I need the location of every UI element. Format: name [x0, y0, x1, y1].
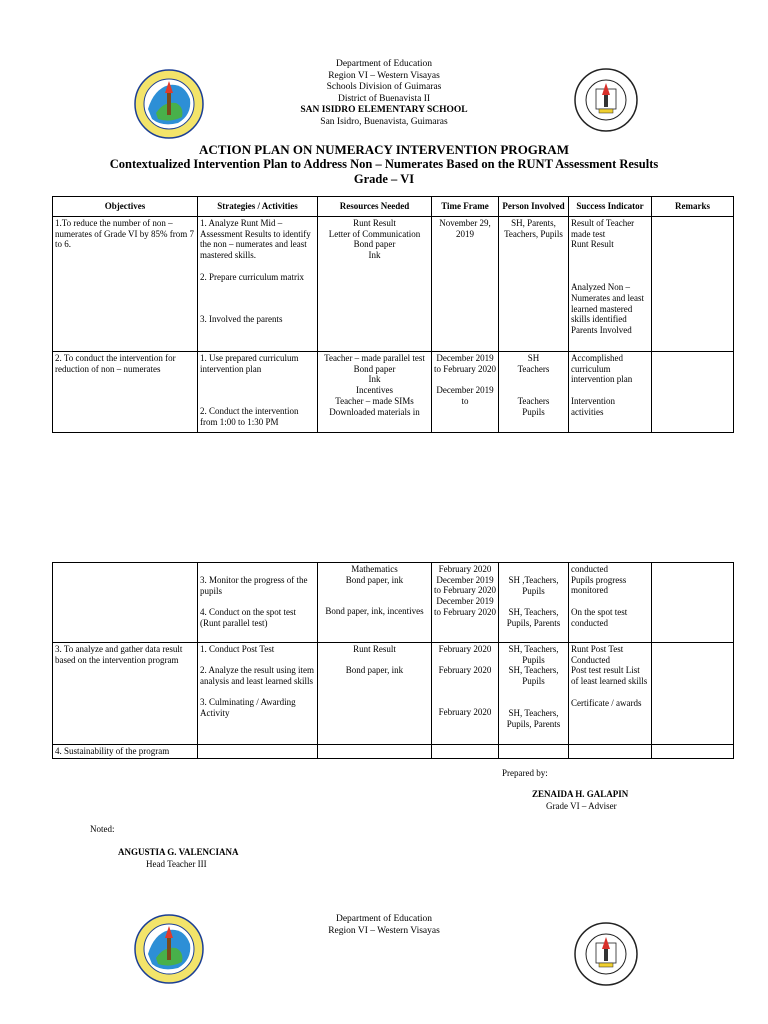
table-row [53, 745, 734, 759]
header-district: District of Buenavista II [337, 93, 431, 104]
action-plan-table-1 [52, 196, 734, 433]
indicator-cell: Runt Post Test Conducted Post test result List of least learned skills Certificate / awards [569, 643, 652, 745]
time-frame-cell: February 2020 December 2019 to February 2020 December 2019 to February 2020 [432, 563, 499, 643]
deped-seal-logo [134, 69, 204, 139]
remarks-cell [652, 217, 734, 352]
objective-cell: 2. To conduct the intervention for reduction of non – numerates [53, 352, 198, 433]
footer-region: Region VI – Western Visayas [328, 925, 440, 936]
header-region: Region VI – Western Visayas [328, 70, 440, 81]
strategy-cell: 3. Monitor the progress of the pupils 4. Conduct on the spot test (Runt parallel test) [198, 563, 318, 643]
table-row [53, 217, 734, 352]
indicator-cell: Accomplished curriculum intervention plan Intervention activities [569, 352, 652, 433]
col-time-frame: Time Frame [432, 197, 499, 217]
doc-grade: Grade – VI [353, 172, 415, 186]
person-cell: SH ,Teachers, Pupils SH, Teachers, Pupils, Parents [499, 563, 569, 643]
doc-title: ACTION PLAN ON NUMERACY INTERVENTION PROGRAM [199, 142, 569, 157]
objective-cell: 4. Sustainability of the program [53, 745, 198, 759]
person-cell: SH Teachers Teachers Pupils [499, 352, 569, 433]
time-frame-cell: November 29, 2019 [432, 217, 499, 352]
footer-dept: Department of Education [335, 914, 433, 924]
col-remarks: Remarks [652, 197, 734, 217]
doc-subtitle: Contextualized Intervention Plan to Address Non – Numerates Based on the RUNT Assessment Results [109, 157, 659, 171]
col-objectives: Objectives [53, 197, 198, 217]
table-row [53, 352, 734, 433]
header-division: Schools Division of Guimaras [326, 82, 442, 92]
remarks-cell [652, 643, 734, 745]
table-row [53, 563, 734, 643]
action-plan-table-2 [52, 562, 734, 759]
remarks-cell [652, 563, 734, 643]
objective-cell: 3. To analyze and gather data result based on the intervention program [53, 643, 198, 745]
time-frame-cell: February 2020 February 2020 February 2020 [432, 643, 499, 745]
remarks-cell [652, 352, 734, 433]
deped-seal-logo [134, 914, 204, 984]
resources-cell: Teacher – made parallel test Bond paper Ink Incentives Teacher – made SIMs Downloaded materials in [318, 352, 432, 433]
noted-label: Noted: [90, 824, 115, 834]
header-dept: Department of Education [335, 59, 433, 69]
preparer-title: Grade VI – Adviser [546, 801, 617, 811]
indicator-cell: conducted Pupils progress monitored On the spot test conducted [569, 563, 652, 643]
resources-cell: Mathematics Bond paper, ink Bond paper, ink, incentives [318, 563, 432, 643]
time-frame-cell: December 2019 to February 2020 December 2019 to [432, 352, 499, 433]
preparer-name: ZENAIDA H. GALAPIN [532, 789, 629, 799]
resources-cell: Runt Result Letter of Communication Bond paper Ink [318, 217, 432, 352]
noter-title: Head Teacher III [146, 859, 207, 869]
col-success-indicator: Success Indicator [569, 197, 652, 217]
person-cell: SH, Teachers, Pupils SH, Teachers, Pupils SH, Teachers, Pupils, Parents [499, 643, 569, 745]
strategy-cell: 1. Use prepared curriculum intervention plan 2. Conduct the intervention from 1:00 to 1:30 PM [198, 352, 318, 433]
header-address: San Isidro, Buenavista, Guimaras [320, 116, 448, 127]
col-resources: Resources Needed [318, 197, 432, 217]
col-strategies: Strategies / Activities [198, 197, 318, 217]
table-row [53, 643, 734, 745]
prepared-by-label: Prepared by: [502, 768, 548, 778]
noter-name: ANGUSTIA G. VALENCIANA [118, 847, 239, 857]
school-seal-logo [574, 921, 638, 987]
objective-cell: 1.To reduce the number of non – numerates of Grade VI by 85% from 7 to 6. [53, 217, 198, 352]
objective-cell [53, 563, 198, 643]
person-cell: SH, Parents, Teachers, Pupils [499, 217, 569, 352]
resources-cell: Runt Result Bond paper, ink [318, 643, 432, 745]
header-school: SAN ISIDRO ELEMENTARY SCHOOL [300, 105, 468, 115]
strategy-cell: 1. Conduct Post Test 2. Analyze the result using item analysis and least learned skills 3. Culminating / Awarding Activity [198, 643, 318, 745]
school-seal-logo [574, 67, 638, 133]
strategy-cell: 1. Analyze Runt Mid – Assessment Results to identify the non – numerates and least mastered skills. 2. Prepare curriculum matrix 3. Involved the parents [198, 217, 318, 352]
indicator-cell: Result of Teacher made test Runt Result Analyzed Non – Numerates and least learned mastered skills identified Parents Involved [569, 217, 652, 352]
col-person-involved: Person Involved [499, 197, 569, 217]
